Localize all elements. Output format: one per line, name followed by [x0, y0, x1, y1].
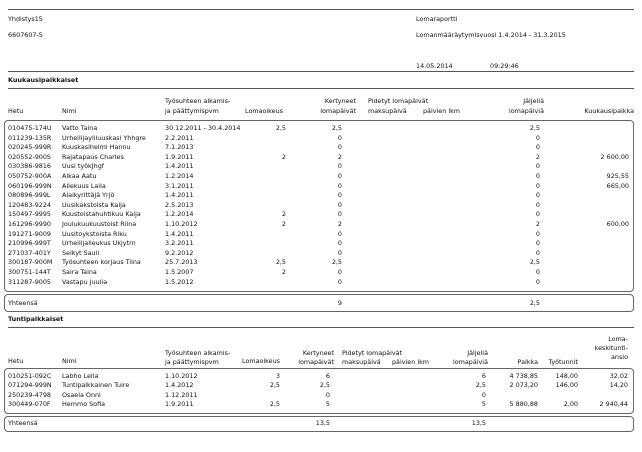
row-employment: 2.2.2011	[165, 133, 194, 142]
row-remaining-days: 0	[535, 277, 540, 286]
row-name: Hemmo Sofia	[62, 400, 106, 409]
top-rule	[8, 9, 634, 10]
row-employment: 1.9.2011	[165, 152, 194, 161]
col-name: Nimi	[62, 357, 77, 365]
row-hetu: 150497-9995	[8, 210, 51, 219]
row-name: Uusitoykstoista Riku	[62, 229, 127, 238]
row-earned-days: 5	[325, 400, 330, 409]
row-vacation-basis: 2,5	[275, 258, 286, 267]
row-hetu: 161296-9990	[8, 220, 51, 228]
monthly-total-earned: 9	[337, 299, 342, 307]
col-held-title: Pidetyt lomapäivät	[368, 97, 429, 105]
row-hours: 2,00	[563, 400, 578, 409]
row-name: Urheilijayliluuskasi Yhhgre	[62, 133, 146, 142]
col-compensation-line2: keskitunti-	[594, 344, 628, 352]
row-name: Kuustoistahuhtikuu Kaija	[62, 210, 141, 219]
row-employment: 3.1.2011	[165, 181, 194, 190]
row-remaining-days: 0	[535, 268, 540, 276]
row-hetu: 011239-135R	[8, 133, 52, 142]
row-remaining-days: 0	[535, 172, 540, 180]
row-vacation-basis: 3	[275, 372, 280, 380]
row-earned-days: 0	[337, 191, 342, 200]
row-hetu: 020245-999R	[8, 143, 52, 152]
col-employment-line1: Työsuhteen alkamis-	[165, 97, 231, 105]
col-employment-line1: Työsuhteen alkamis-	[165, 349, 231, 357]
monthly-total-label: Yhteensä	[8, 299, 38, 307]
col-held-paid: maksupäivä	[368, 107, 407, 115]
row-employment: 1.12.2011	[165, 390, 198, 399]
col-earned-line2: lomapäivät	[320, 107, 356, 115]
row-remaining-days: 2,5	[529, 258, 540, 267]
row-earned-days: 2	[337, 152, 342, 161]
row-earned-days: 2,5	[331, 124, 342, 132]
row-vacation-basis: 2	[281, 152, 286, 161]
col-remaining-line2: lomapäiviä	[508, 107, 544, 115]
row-earned-days: 0	[337, 239, 342, 248]
row-remaining-days: 0	[535, 200, 540, 209]
row-monthly-salary: 925,55	[606, 172, 629, 180]
row-name: Joulukuukuustoist Riina	[62, 220, 137, 228]
row-employment: 30.12.2011 - 30.4.2014	[165, 124, 241, 132]
row-name: Tuntipalkkainen Tuire	[62, 381, 130, 390]
print-date: 14.05.2014	[416, 62, 453, 70]
row-earned-days: 0	[337, 200, 342, 209]
row-earned-days: 2	[337, 220, 342, 228]
row-name: Alkaa Aatu	[62, 172, 97, 180]
row-name: Rajatapaus Charles	[62, 152, 124, 161]
monthly-section-rule	[8, 88, 634, 89]
row-name: Alaikyrittäjä Yrjö	[62, 191, 115, 200]
row-earned-days: 6	[325, 372, 330, 380]
print-time: 09:29:46	[490, 62, 519, 70]
row-hetu: 191271-9009	[8, 229, 51, 238]
row-hetu: 271037-401Y	[8, 248, 51, 257]
row-remaining-days: 0	[535, 239, 540, 248]
col-compensation-line1: Loma-	[608, 335, 628, 343]
row-employment: 1.5.2007	[165, 268, 194, 276]
row-employment: 7.1.2013	[165, 143, 194, 152]
row-earned-days: 0	[337, 181, 342, 190]
row-earned-days: 0	[337, 162, 342, 171]
row-hetu: 210996-999T	[8, 239, 51, 248]
hourly-total-remaining: 13,5	[471, 419, 486, 427]
col-remaining-line1: Jäljellä	[467, 349, 488, 357]
row-remaining-days: 2	[535, 152, 540, 161]
col-compensation-line3: ansio	[611, 353, 628, 361]
row-remaining-days: 6	[481, 372, 486, 380]
row-monthly-salary: 2 600,00	[600, 152, 629, 161]
organization-name: Yhdistys15	[8, 15, 43, 23]
row-remaining-days: 0	[535, 248, 540, 257]
row-earned-days: 0	[337, 143, 342, 152]
organization-id: 6607607-5	[8, 31, 43, 39]
row-employment: 1.10.2012	[165, 372, 198, 380]
col-salary: Kuukausipalkka	[584, 107, 634, 115]
row-earned-days: 0	[337, 172, 342, 180]
row-employment: 1.2.2014	[165, 172, 194, 180]
hourly-section-rule	[8, 327, 634, 328]
row-monthly-salary: 665,00	[606, 181, 629, 190]
row-employment: 1.4.2011	[165, 191, 194, 200]
row-name: Vastapu Juulia	[62, 277, 108, 286]
row-remaining-days: 0	[535, 162, 540, 171]
row-hetu: 010251-092C	[8, 372, 52, 380]
row-name: Urheilijalleukus Ukjytrn	[62, 239, 136, 248]
row-earned-days: 0	[337, 229, 342, 238]
row-hetu: 060196-999N	[8, 181, 52, 190]
row-hetu: 030386-9816	[8, 162, 51, 171]
report-period: Lomanmääräytymisvuosi 1.4.2014 - 31.3.2015	[416, 31, 566, 39]
row-vacation-basis: 2,5	[269, 400, 280, 409]
row-pay: 2 073,20	[509, 381, 538, 390]
row-remaining-days: 0	[535, 191, 540, 200]
report-title: Lomaraportti	[416, 15, 458, 23]
row-employment: 1.4.2011	[165, 229, 194, 238]
col-vacation-basis: Lomaoikeus	[242, 357, 280, 365]
row-remaining-days: 0	[535, 229, 540, 238]
row-vacation-basis: 2,5	[269, 381, 280, 390]
row-remaining-days: 2	[535, 220, 540, 228]
row-earned-days: 2,5	[331, 258, 342, 267]
row-hetu: 300751-144T	[8, 268, 51, 276]
row-hetu: 120483-9224	[8, 200, 51, 209]
row-earned-days: 0	[325, 390, 330, 399]
row-vacation-basis: 2	[281, 220, 286, 228]
row-employment: 25.7.2013	[165, 258, 198, 267]
row-employment: 1.4.2012	[165, 381, 194, 390]
row-hetu: 080896-999L	[8, 191, 51, 200]
col-hetu: Hetu	[8, 357, 24, 365]
row-hetu: 250239-4798	[8, 390, 51, 399]
row-remaining-days: 0	[535, 181, 540, 190]
col-hetu: Hetu	[8, 107, 24, 115]
row-monthly-salary: 600,00	[606, 220, 629, 228]
row-hetu: 311287-9005	[8, 277, 51, 286]
row-employment: 1.2.2014	[165, 210, 194, 219]
row-earned-days: 0	[337, 268, 342, 276]
row-hetu: 071294-999N	[8, 381, 52, 390]
row-name: Vatto Taina	[62, 124, 98, 132]
row-pay: 5 880,88	[509, 400, 538, 409]
row-compensation: 2 940,44	[599, 400, 628, 409]
row-employment: 1.9.2011	[165, 400, 194, 409]
row-compensation: 14,20	[609, 381, 628, 390]
row-remaining-days: 2,5	[475, 381, 486, 390]
row-earned-days: 0	[337, 248, 342, 257]
col-held-title: Pidetyt lomapäivät	[342, 349, 403, 357]
row-vacation-basis: 2	[281, 210, 286, 219]
hourly-total-label: Yhteensä	[8, 419, 38, 427]
row-name: Allekuus Laila	[62, 181, 106, 190]
row-vacation-basis: 2	[281, 268, 286, 276]
row-hetu: 010475-174U	[8, 124, 52, 132]
row-pay: 4 738,85	[509, 372, 538, 380]
monthly-total-remaining: 2,5	[529, 299, 540, 307]
row-employment: 3.2.2011	[165, 239, 194, 248]
col-held-days: päivien lkm	[423, 107, 461, 115]
row-name: Uusi työkJhgf	[62, 162, 105, 171]
row-name: Työsuhteen korjaus Tiina	[62, 258, 141, 267]
row-remaining-days: 0	[535, 143, 540, 152]
col-remaining-line2: lomapäiviä	[452, 358, 488, 366]
col-held-days: päivien lkm	[392, 358, 430, 366]
row-employment: 1.5.2012	[165, 277, 194, 286]
row-vacation-basis: 2,5	[275, 124, 286, 132]
row-name: Uusikakstoista Kaija	[62, 200, 126, 209]
row-employment: 9.2.2012	[165, 248, 194, 257]
row-earned-days: 0	[337, 210, 342, 219]
col-earned-line1: Kertyneet	[302, 349, 334, 357]
hourly-section-title: Tuntipalkkaiset	[8, 315, 64, 323]
row-name: Saira Taina	[62, 268, 97, 276]
row-employment: 1.4.2011	[165, 162, 194, 171]
row-name: Osaela Onni	[62, 390, 101, 399]
monthly-section-title: Kuukausipalkkaiset	[8, 76, 79, 84]
row-hetu: 300187-900M	[8, 258, 53, 267]
row-name: Kuuskasihelmi Hannu	[62, 143, 131, 152]
row-earned-days: 2,5	[319, 381, 330, 390]
col-pay: Palkka	[517, 358, 538, 366]
col-hours: Työtunnit	[548, 358, 578, 366]
row-hetu: 020552-900S	[8, 152, 51, 161]
row-remaining-days: 0	[535, 133, 540, 142]
row-compensation: 32,02	[609, 372, 628, 380]
row-remaining-days: 0	[535, 210, 540, 219]
row-employment: 2.5.2013	[165, 200, 194, 209]
col-employment-line2: ja päättymispvm	[165, 107, 219, 115]
hourly-total-earned: 13,5	[315, 419, 330, 427]
col-employment-line2: ja päättymispvm	[165, 358, 219, 366]
col-held-paid: maksupäivä	[342, 358, 381, 366]
col-remaining-line1: Jäljellä	[523, 97, 544, 105]
row-remaining-days: 5	[481, 400, 486, 409]
row-name: Seikyt Sauli	[62, 248, 100, 257]
row-employment: 1.10.2012	[165, 220, 198, 228]
header-rule	[8, 71, 634, 72]
col-vacation-basis: Lomaoikeus	[245, 107, 283, 115]
row-earned-days: 0	[337, 277, 342, 286]
row-hetu: 300449-070F	[8, 400, 51, 409]
row-name: Labho Leila	[62, 372, 99, 380]
row-remaining-days: 0	[481, 390, 486, 399]
row-hours: 146,00	[555, 381, 578, 390]
row-hetu: 050752-900A	[8, 172, 52, 180]
col-earned-line2: lomapäivät	[298, 358, 334, 366]
row-remaining-days: 2,5	[529, 124, 540, 132]
row-earned-days: 0	[337, 133, 342, 142]
col-earned-line1: Kertyneet	[324, 97, 356, 105]
row-hours: 148,00	[555, 372, 578, 380]
col-name: Nimi	[62, 107, 77, 115]
